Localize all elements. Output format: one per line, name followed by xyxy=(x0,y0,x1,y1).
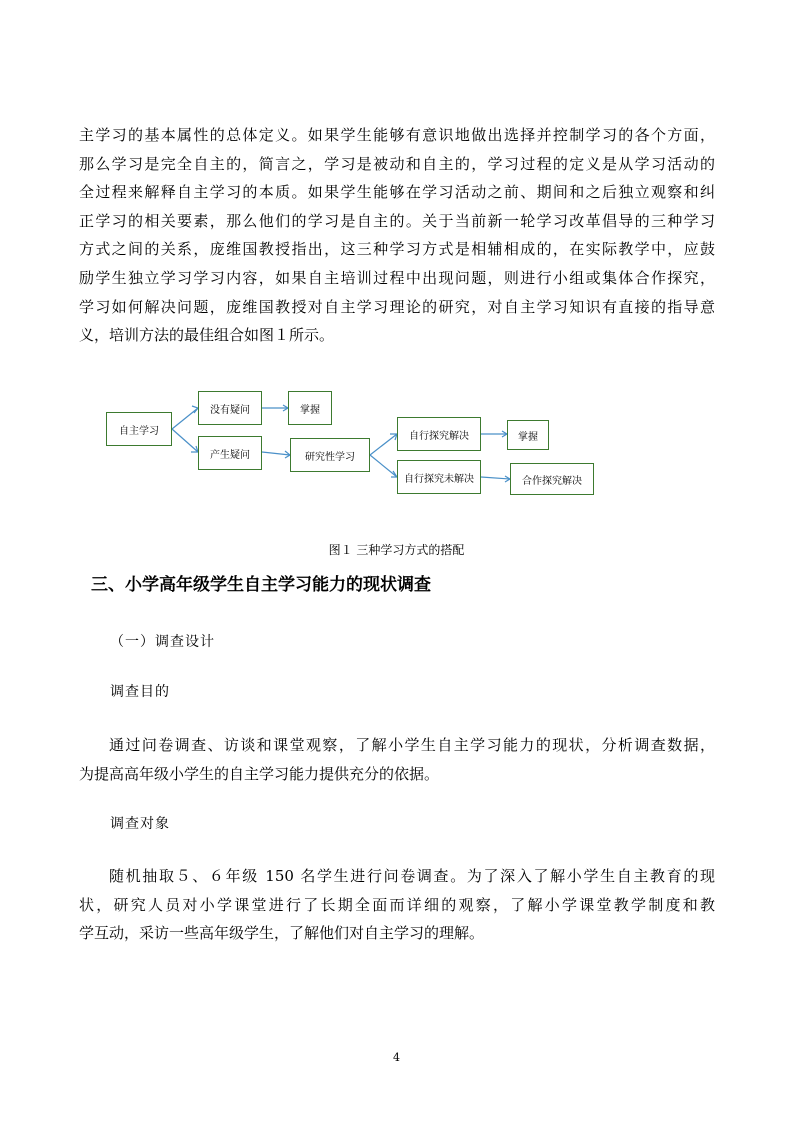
page-number: 4 xyxy=(393,1051,400,1064)
arrow-research-to-self-solved xyxy=(370,434,397,455)
text-line: 方式之间的关系，庞维国教授指出，这三种学习方式是相辅相成的，在实际教学中，应鼓 xyxy=(79,240,715,259)
node-have-doubt: 产生疑问 xyxy=(198,436,262,470)
text-line: 励学生独立学习学习内容，如果自主培训过程中出现问题，则进行小组或集体合作探究， xyxy=(79,268,715,287)
arrow-self-study-to-have-doubt xyxy=(172,429,198,452)
text-line: 正学习的相关要素，那么他们的学习是自主的。关于当前新一轮学习改革倡导的三种学习 xyxy=(79,211,715,230)
node-coop-solve: 合作探究解决 xyxy=(510,463,594,495)
arrow-self-unsolved-to-coop xyxy=(481,477,510,479)
arrow-research-to-self-unsolved xyxy=(370,455,397,477)
text-line: 义，培训方法的最佳组合如图１所示。 xyxy=(79,326,335,345)
arrow-self-study-to-no-doubt xyxy=(172,408,198,429)
node-master-2: 掌握 xyxy=(507,420,549,450)
text-line: 全过程来解释自主学习的本质。如果学生能够在学习活动之前、期间和之后独立观察和纠 xyxy=(79,183,715,202)
section-heading: 三、小学高年级学生自主学习能力的现状调查 xyxy=(91,575,431,595)
paragraph-1 xyxy=(79,121,715,350)
paragraph-3 xyxy=(79,862,715,948)
node-self-study: 自主学习 xyxy=(106,412,172,446)
arrow-have-doubt-to-research xyxy=(262,452,290,455)
node-master-1: 掌握 xyxy=(288,391,332,425)
target-heading: 调查对象 xyxy=(110,816,170,832)
subsection-heading: （一）调查设计 xyxy=(110,634,215,650)
paragraph-2 xyxy=(79,731,715,788)
node-no-doubt: 没有疑问 xyxy=(198,391,262,425)
node-self-solved: 自行探究解决 xyxy=(397,417,481,451)
text-line: 为提高高年级小学生的自主学习能力提供充分的依据。 xyxy=(79,764,440,783)
text-line: 主学习的基本属性的总体定义。如果学生能够有意识地做出选择并控制学习的各个方面， xyxy=(79,126,715,144)
purpose-heading: 调查目的 xyxy=(110,684,170,700)
text-line: 通过问卷调查、访谈和课堂观察，了解小学生自主学习能力的现状，分析调查数据， xyxy=(109,736,715,754)
text-line: 学互动，采访一些高年级学生，了解他们对自主学习的理解。 xyxy=(79,924,485,943)
text-line: 那么学习是完全自主的，简言之，学习是被动和自主的，学习过程的定义是从学习活动的 xyxy=(79,154,715,173)
figure-caption: 图１ 三种学习方式的搭配 xyxy=(328,543,465,557)
text-line: 状，研究人员对小学课堂进行了长期全面而详细的观察，了解小学课堂教学制度和教 xyxy=(79,895,715,914)
text-line: 学习如何解决问题，庞维国教授对自主学习理论的研究，对自主学习知识有直接的指导意 xyxy=(79,297,715,316)
text-line: 随机抽取５、６年级 150 名学生进行问卷调查。为了深入了解小学生自主教育的现 xyxy=(109,867,715,885)
node-self-unsolved: 自行探究未解决 xyxy=(397,460,481,494)
node-research-study: 研究性学习 xyxy=(290,438,370,472)
